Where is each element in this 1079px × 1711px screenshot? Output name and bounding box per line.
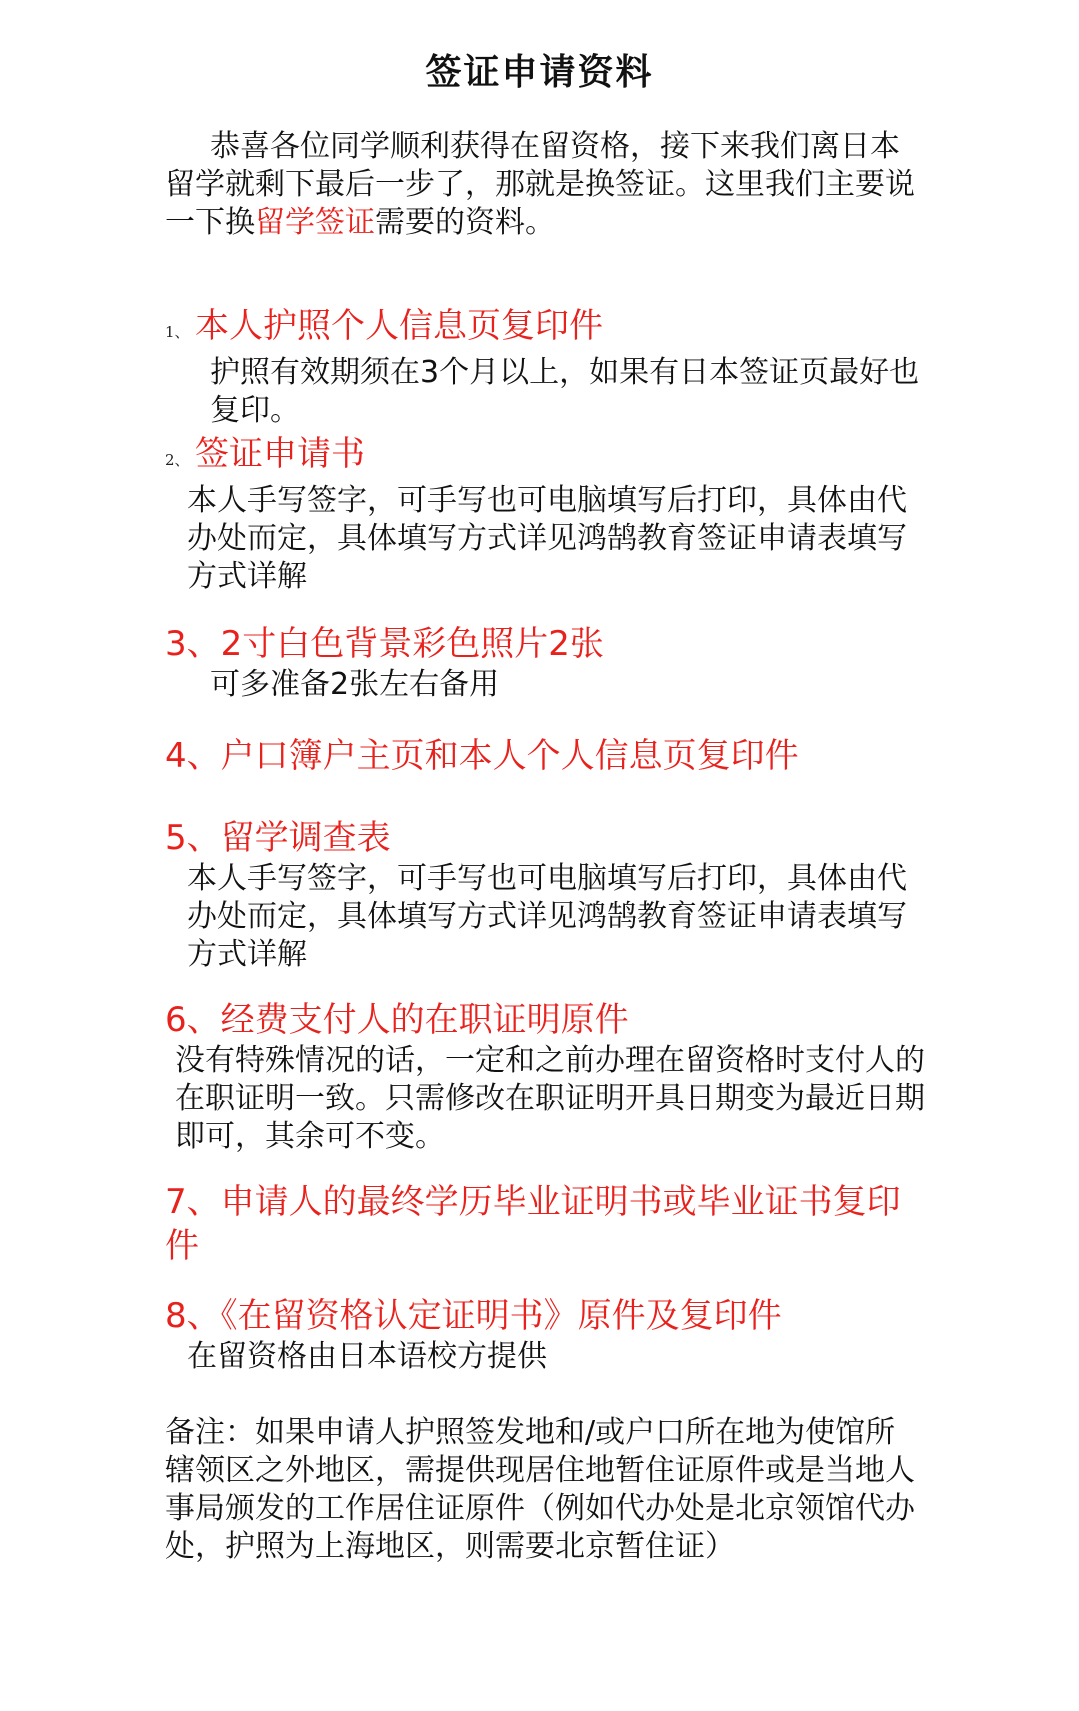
intro-paragraph	[165, 128, 925, 242]
remarks-note: 备注：如果申请人护照签发地和/或户口所在地为使馆所辖领区之外地区，需提供现居住地暂住证原件或是当地人事局颁发的工作居住证原件（例如代办处是北京领馆代办处，护照为上海地区，则需要北京暂住证）	[165, 1415, 915, 1564]
item-body: 护照有效期须在3个月以上，如果有日本签证页最好也复印。	[210, 355, 920, 428]
item-number: 2、	[165, 451, 190, 469]
item-employment-certificate	[165, 998, 925, 1156]
item-title: 7、申请人的最终学历毕业证明书或毕业证书复印件	[165, 1182, 901, 1266]
item-photos	[165, 622, 925, 704]
item-title: 3、2寸白色背景彩色照片2张	[165, 624, 604, 664]
item-passport-copy	[165, 304, 925, 430]
item-body: 没有特殊情况的话，一定和之前办理在留资格时支付人的在职证明一致。只需修改在职证明开具日期变为最近日期即可，其余可不变。	[175, 1043, 925, 1154]
item-title	[165, 304, 925, 354]
document-content	[165, 128, 925, 1566]
item-body: 本人手写签字，可手写也可电脑填写后打印，具体由代办处而定，具体填写方式详见鸿鹄教育签证申请表填写方式详解	[187, 861, 907, 972]
item-title: 6、经费支付人的在职证明原件	[165, 1000, 629, 1040]
item-number: 1、	[165, 323, 190, 341]
item-study-survey	[165, 816, 925, 974]
item-household-register	[165, 734, 925, 778]
item-coe	[165, 1294, 925, 1376]
intro-text-before: 恭喜各位同学顺利获得在留资格，接下来我们离日本留学就剩下最后一步了，那就是换签证。这里我们主要说一下换	[165, 129, 915, 240]
item-title	[165, 432, 925, 482]
intro-highlight: 留学签证	[255, 205, 375, 240]
item-body: 可多准备2张左右备用	[210, 667, 500, 702]
item-title-text: 本人护照个人信息页复印件	[195, 306, 603, 346]
page-title: 签证申请资料	[425, 52, 654, 93]
item-body: 在留资格由日本语校方提供	[187, 1339, 547, 1374]
item-title: 8、《在留资格认定证明书》原件及复印件	[165, 1296, 782, 1336]
item-title: 5、留学调查表	[165, 818, 391, 858]
item-visa-application-form	[165, 432, 925, 596]
intro-text-after: 需要的资料。	[375, 205, 555, 240]
item-title-text: 签证申请书	[195, 434, 365, 474]
item-title: 4、户口簿户主页和本人个人信息页复印件	[165, 736, 799, 776]
item-graduation-certificate	[165, 1180, 925, 1268]
item-body: 本人手写签字，可手写也可电脑填写后打印，具体由代办处而定，具体填写方式详见鸿鹄教育签证申请表填写方式详解	[187, 483, 907, 594]
